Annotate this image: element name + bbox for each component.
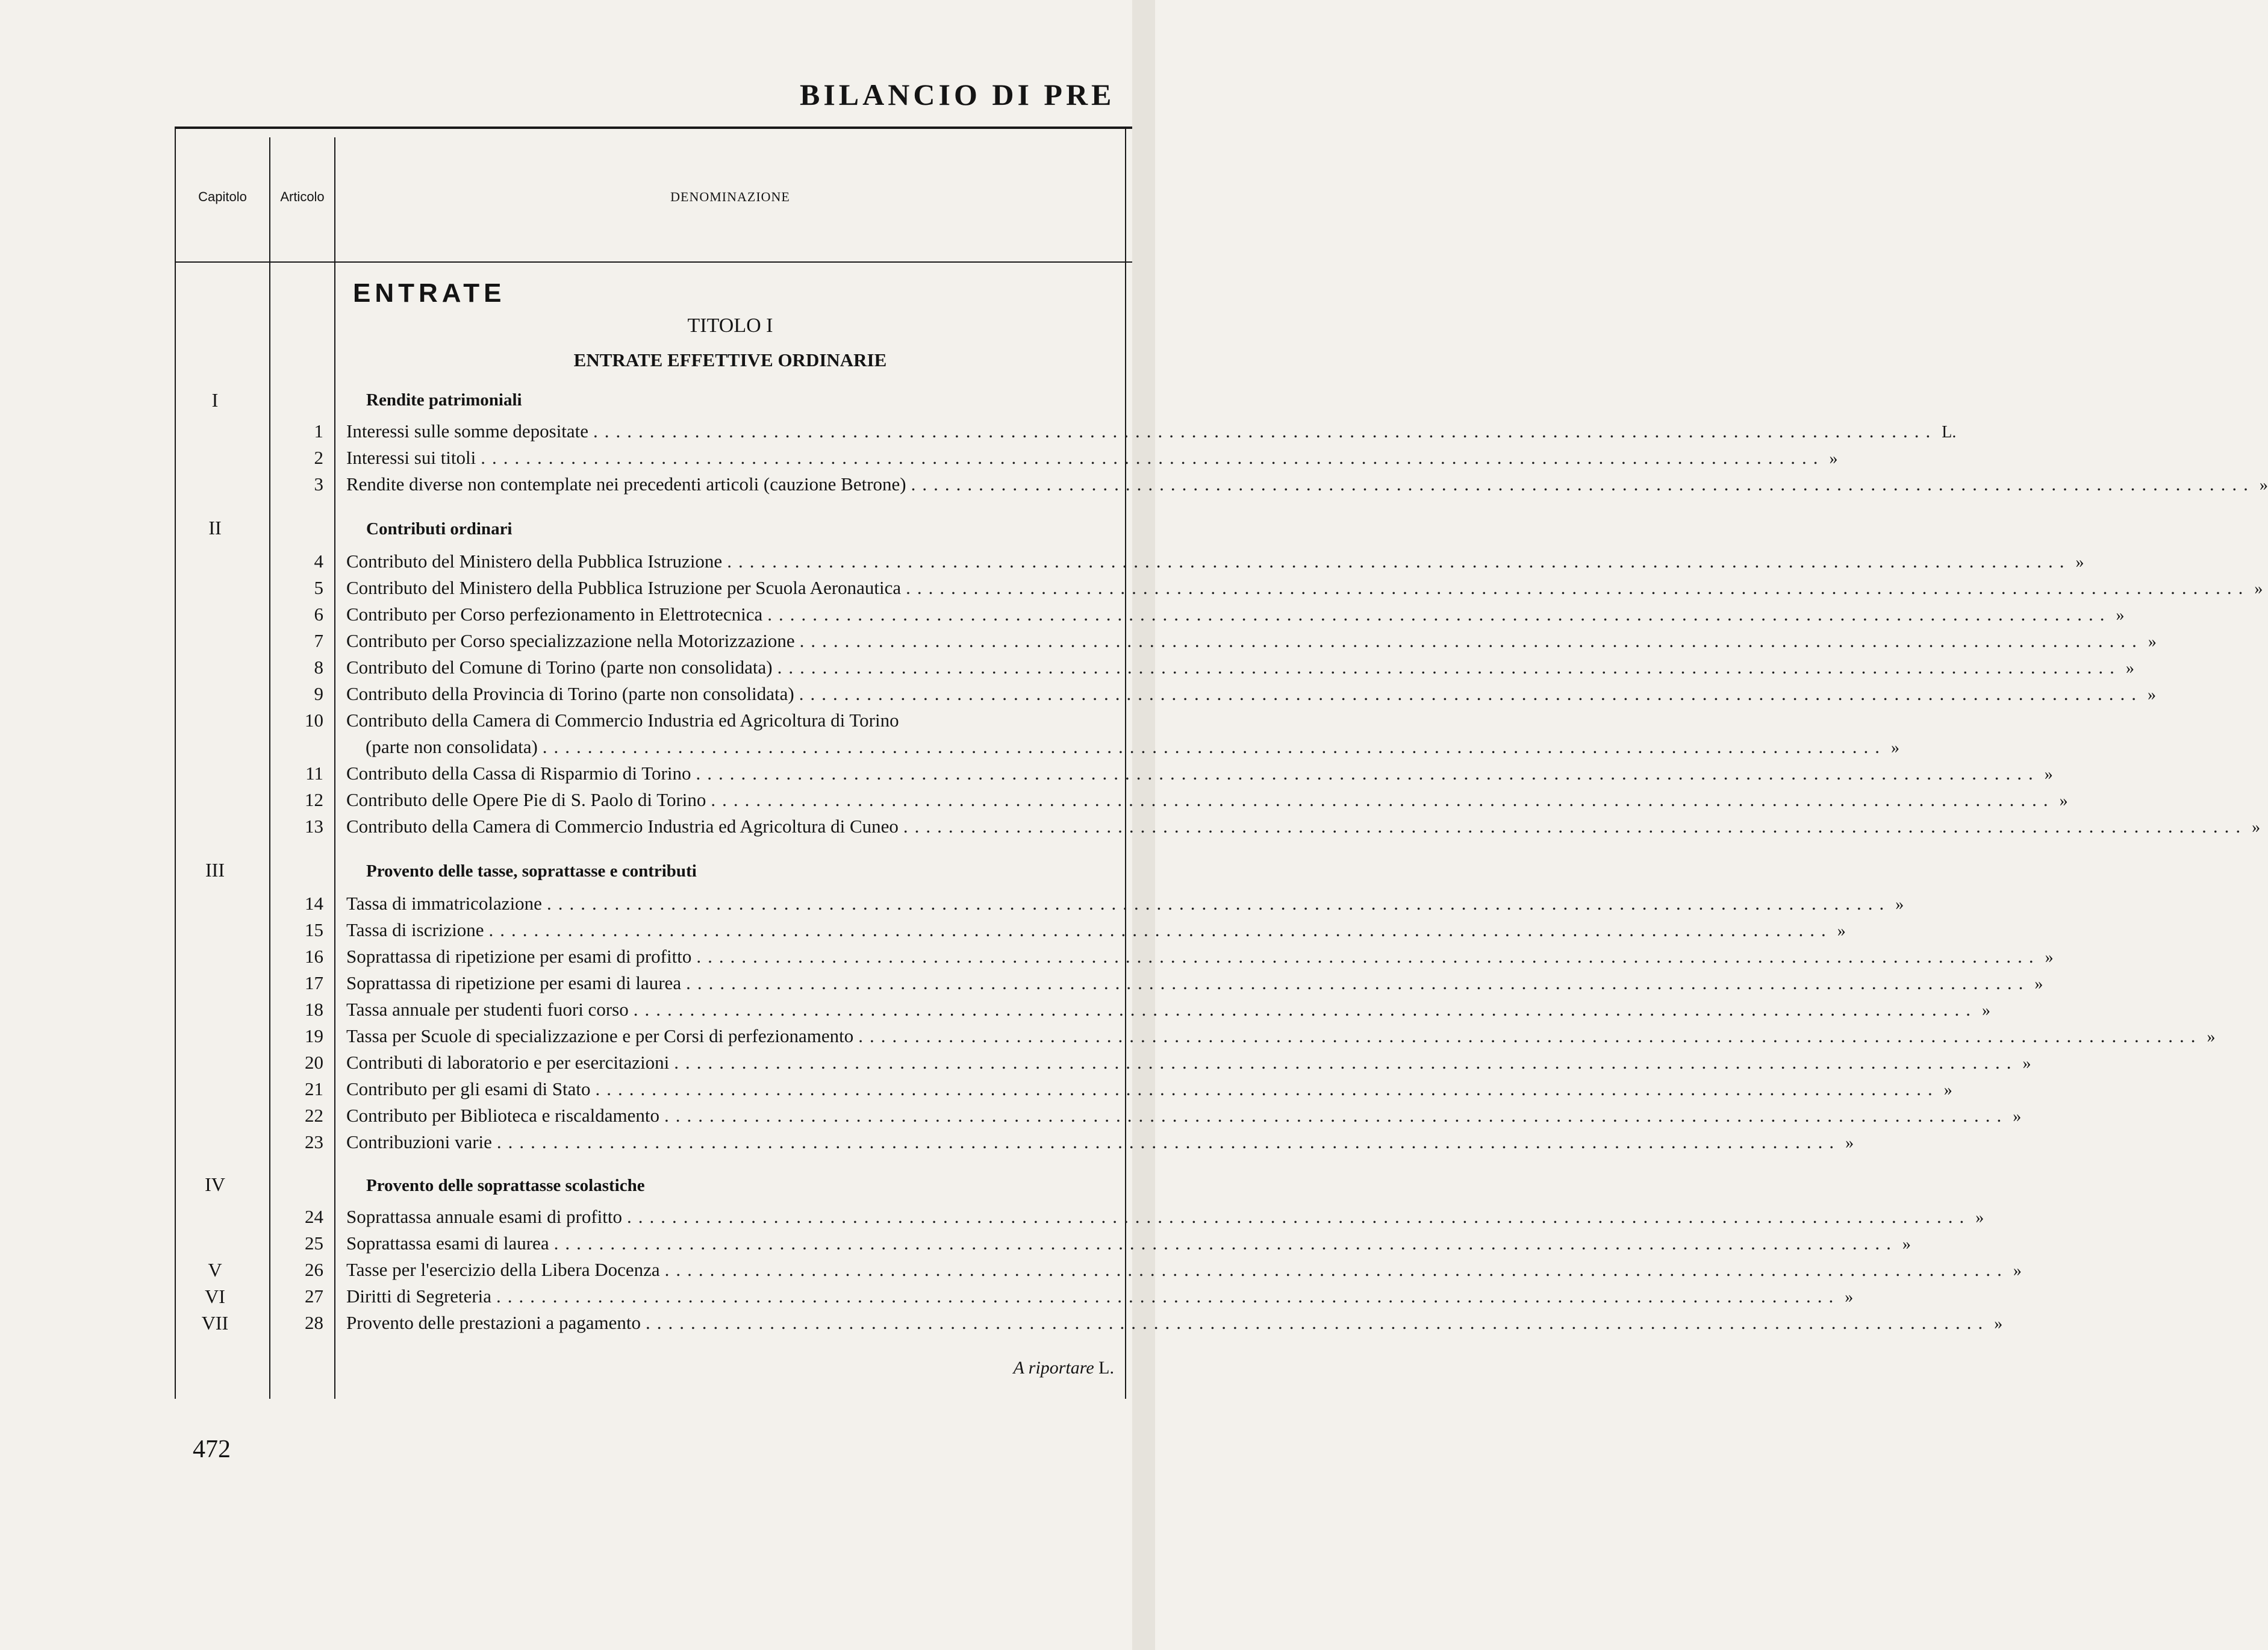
currency-mark: »	[1845, 1134, 1854, 1152]
currency-mark: »	[1845, 1288, 1854, 1307]
leader-dots: .......................................................................................................................	[799, 683, 2143, 704]
table-row	[270, 1025, 2216, 1052]
currency-mark: »	[1994, 1314, 2003, 1333]
row-label: Soprattassa di ripetizione per esami di profitto	[346, 946, 692, 967]
capitolo-number: V	[208, 1259, 222, 1281]
page-header-title: BILANCIO DI PRE	[800, 78, 1115, 111]
leader-dots: .......................................................................................................................	[911, 473, 2255, 495]
table-row	[270, 683, 2156, 710]
row-label: Rendite diverse non contemplate nei precedenti articoli (cauzione Betrone)	[346, 473, 906, 495]
currency-mark: »	[2059, 792, 2068, 810]
currency-mark: »	[2207, 1028, 2216, 1046]
articolo-number: 1	[314, 420, 323, 442]
row-label: Tassa di iscrizione	[346, 919, 484, 940]
currency-mark: »	[1895, 895, 1904, 914]
currency-mark: »	[1981, 1001, 1990, 1020]
group-title: Rendite patrimoniali	[366, 390, 522, 410]
leader-dots: .......................................................................................................................	[542, 736, 1887, 757]
row-label: Diritti di Segreteria	[346, 1286, 492, 1307]
currency-mark: »	[2148, 633, 2157, 651]
table-row	[270, 473, 2268, 500]
table-left-border	[175, 128, 176, 1399]
carry-forward-total	[903, 1358, 1114, 1378]
table-row	[270, 1078, 1952, 1105]
leader-dots: .......................................................................................................................	[481, 447, 1825, 468]
row-label: Contributo della Provincia di Torino (parte non consolidata)	[346, 683, 794, 704]
row-label: Contributo per gli esami di Stato	[346, 1078, 591, 1099]
capitolo-number: VII	[201, 1312, 229, 1334]
articolo-number: 27	[305, 1286, 323, 1307]
currency-mark: »	[2125, 659, 2134, 678]
leader-dots: .......................................................................................................................	[595, 1078, 1939, 1099]
leader-dots: .......................................................................................................................	[664, 1259, 2008, 1280]
row-label: Soprattassa annuale esami di profitto	[346, 1206, 622, 1227]
table-row	[270, 763, 2053, 789]
articolo-number: 18	[305, 999, 323, 1020]
capitolo-number: I	[211, 389, 219, 411]
articolo-number: 10	[305, 710, 323, 731]
leader-dots: .......................................................................................................................	[496, 1286, 1840, 1307]
table-row	[270, 972, 2043, 999]
row-label: Contributo per Corso perfezionamento in Elettrotecnica	[346, 604, 763, 625]
page-number: 472	[193, 1436, 231, 1463]
row-label: Contributo per Corso specializzazione nella Motorizzazione	[346, 630, 795, 651]
row-label: Provento delle prestazioni a pagamento	[346, 1312, 641, 1333]
table-top-rule	[175, 127, 1132, 129]
titolo-heading: TITOLO I	[687, 314, 773, 337]
row-label: Contributi di laboratorio e per esercitazioni	[346, 1052, 670, 1073]
articolo-number: 25	[305, 1233, 323, 1254]
capitolo-number: III	[205, 859, 225, 881]
currency-mark: »	[1891, 739, 1900, 757]
articolo-number: 2	[314, 447, 323, 468]
leader-dots: .......................................................................................................................	[664, 1105, 2008, 1126]
group-title: Provento delle tasse, soprattasse e contributi	[366, 861, 697, 881]
table-row	[270, 919, 1846, 946]
table-row	[270, 447, 1838, 473]
articolo-number: 17	[305, 972, 323, 993]
row-label: Contributo della Cassa di Risparmio di Torino	[346, 763, 691, 784]
articolo-number: 9	[314, 683, 323, 704]
articolo-number: 16	[305, 946, 323, 967]
table-row	[270, 999, 1990, 1025]
table-row	[270, 1312, 2003, 1339]
row-label: Contributo delle Opere Pie di S. Paolo di Torino	[346, 789, 706, 810]
leader-dots: .......................................................................................................................	[488, 919, 1833, 940]
table-row	[270, 1131, 1854, 1158]
leader-dots: .......................................................................................................................	[553, 1233, 1898, 1254]
table-row	[270, 551, 2084, 577]
leader-dots: .......................................................................................................................	[496, 1131, 1841, 1152]
table-row	[270, 736, 1900, 763]
articolo-number: 23	[305, 1131, 323, 1152]
table-row	[270, 946, 2054, 972]
articolo-number: 28	[305, 1312, 323, 1333]
capitolo-number: VI	[205, 1286, 225, 1307]
table-row	[270, 604, 2125, 630]
leader-dots: .......................................................................................................................	[645, 1312, 1990, 1333]
titolo-subheading: ENTRATE EFFETTIVE ORDINARIE	[573, 349, 887, 370]
articolo-number: 22	[305, 1105, 323, 1126]
table-row	[270, 630, 2157, 657]
currency-mark: »	[2013, 1107, 2022, 1126]
articolo-number: 14	[305, 893, 323, 914]
group-title: Provento delle soprattasse scolastiche	[366, 1176, 645, 1195]
leader-dots: .......................................................................................................................	[633, 999, 1977, 1020]
currency-mark: »	[2147, 686, 2156, 704]
currency-mark: »	[2075, 553, 2084, 572]
currency-mark: »	[2252, 818, 2261, 837]
currency-mark: »	[2022, 1054, 2031, 1073]
articolo-number: 7	[314, 630, 323, 651]
leader-dots: .......................................................................................................................	[777, 657, 2121, 678]
leader-dots: .......................................................................................................................	[627, 1206, 1971, 1227]
table-row	[270, 577, 2263, 604]
row-label: Soprattassa esami di laurea	[346, 1233, 549, 1254]
table-row	[270, 893, 1904, 919]
table-row	[270, 789, 2068, 816]
currency-mark: »	[1902, 1235, 1911, 1254]
carry-forward-currency: L.	[1098, 1358, 1114, 1378]
currency-mark: »	[2045, 948, 2054, 967]
table-row	[270, 420, 1957, 447]
table-row	[270, 657, 2134, 683]
row-label: Interessi sulle somme depositate	[346, 420, 589, 442]
articolo-number: 15	[305, 919, 323, 940]
leader-dots: .......................................................................................................................	[727, 551, 2071, 572]
row-label: Tassa annuale per studenti fuori corso	[346, 999, 629, 1020]
articolo-number: 8	[314, 657, 323, 678]
articolo-number: 19	[305, 1025, 323, 1046]
currency-mark: »	[1829, 449, 1838, 468]
currency-mark: »	[1943, 1081, 1952, 1099]
table-row	[270, 710, 1125, 736]
currency-mark: »	[2254, 580, 2263, 598]
row-label: Tasse per l'esercizio della Libera Docenza	[346, 1259, 660, 1280]
row-label: Contributo del Ministero della Pubblica Istruzione per Scuola Aeronautica	[346, 577, 902, 598]
articolo-number: 3	[314, 473, 323, 495]
articolo-number: 6	[314, 604, 323, 625]
row-label: Contributo del Ministero della Pubblica Istruzione	[346, 551, 723, 572]
articolo-number: 21	[305, 1078, 323, 1099]
row-label: Interessi sui titoli	[346, 447, 476, 468]
articolo-number: 20	[305, 1052, 323, 1073]
articolo-number: 5	[314, 577, 323, 598]
leader-dots: .......................................................................................................................	[686, 972, 2030, 993]
column-header-articolo: Articolo	[280, 189, 325, 204]
row-label: Tassa di immatricolazione	[346, 893, 542, 914]
row-label: Soprattassa di ripetizione per esami di laurea	[346, 972, 682, 993]
articolo-number: 26	[305, 1259, 323, 1280]
articolo-number: 11	[305, 763, 323, 784]
table-row	[270, 1286, 1854, 1312]
currency-mark: L.	[1942, 423, 1957, 442]
leader-dots: .......................................................................................................................	[546, 893, 1891, 914]
row-label: (parte non consolidata)	[366, 736, 538, 757]
currency-mark: »	[2044, 765, 2053, 784]
row-label: Contributo della Camera di Commercio Industria ed Agricoltura di Cuneo	[346, 816, 899, 837]
group-title: Contributi ordinari	[366, 519, 512, 539]
table-row	[270, 1052, 2031, 1078]
leader-dots: .......................................................................................................................	[696, 946, 2040, 967]
carry-forward-label: A riportare	[1013, 1358, 1094, 1378]
leader-dots: .......................................................................................................................	[906, 577, 2250, 598]
articolo-number: 12	[305, 789, 323, 810]
leader-dots: .......................................................................................................................	[799, 630, 2143, 651]
table-header-rule	[175, 261, 1132, 263]
leader-dots: .......................................................................................................................	[903, 816, 2248, 837]
articolo-number: 24	[305, 1206, 323, 1227]
capitolo-number: IV	[205, 1173, 225, 1195]
leader-dots: .......................................................................................................................	[696, 763, 2040, 784]
table-row	[270, 1105, 2022, 1131]
leader-dots: .......................................................................................................................	[711, 789, 2055, 810]
table-row	[270, 1259, 2022, 1286]
row-label: Contributo del Comune di Torino (parte non consolidata)	[346, 657, 773, 678]
column-header-capitolo: Capitolo	[198, 189, 247, 204]
leader-dots: .......................................................................................................................	[593, 420, 1937, 442]
leader-dots: .......................................................................................................................	[674, 1052, 2018, 1073]
table-row	[270, 1233, 1911, 1259]
row-label: Contribuzioni varie	[346, 1131, 492, 1152]
articolo-number: 4	[314, 551, 323, 572]
currency-mark: »	[1837, 922, 1846, 940]
leader-dots: .......................................................................................................................	[767, 604, 2111, 625]
table-row	[270, 1206, 1984, 1233]
currency-mark: »	[2116, 606, 2125, 625]
leader-dots: .......................................................................................................................	[858, 1025, 2202, 1046]
currency-mark: »	[2259, 476, 2268, 495]
column-header-denominazione: DENOMINAZIONE	[670, 189, 790, 204]
currency-mark: »	[2013, 1261, 2022, 1280]
currency-mark: »	[1975, 1208, 1984, 1227]
section-heading-entrate: ENTRATE	[353, 278, 506, 308]
row-label: Contributo della Camera di Commercio Industria ed Agricoltura di Torino	[346, 710, 899, 731]
table-row	[270, 816, 2261, 842]
row-label: Contributo per Biblioteca e riscaldamento	[346, 1105, 659, 1126]
articolo-number: 13	[305, 816, 323, 837]
row-label: Tassa per Scuole di specializzazione e per Corsi di perfezionamento	[346, 1025, 854, 1046]
capitolo-number: II	[208, 517, 222, 539]
currency-mark: »	[2034, 975, 2043, 993]
